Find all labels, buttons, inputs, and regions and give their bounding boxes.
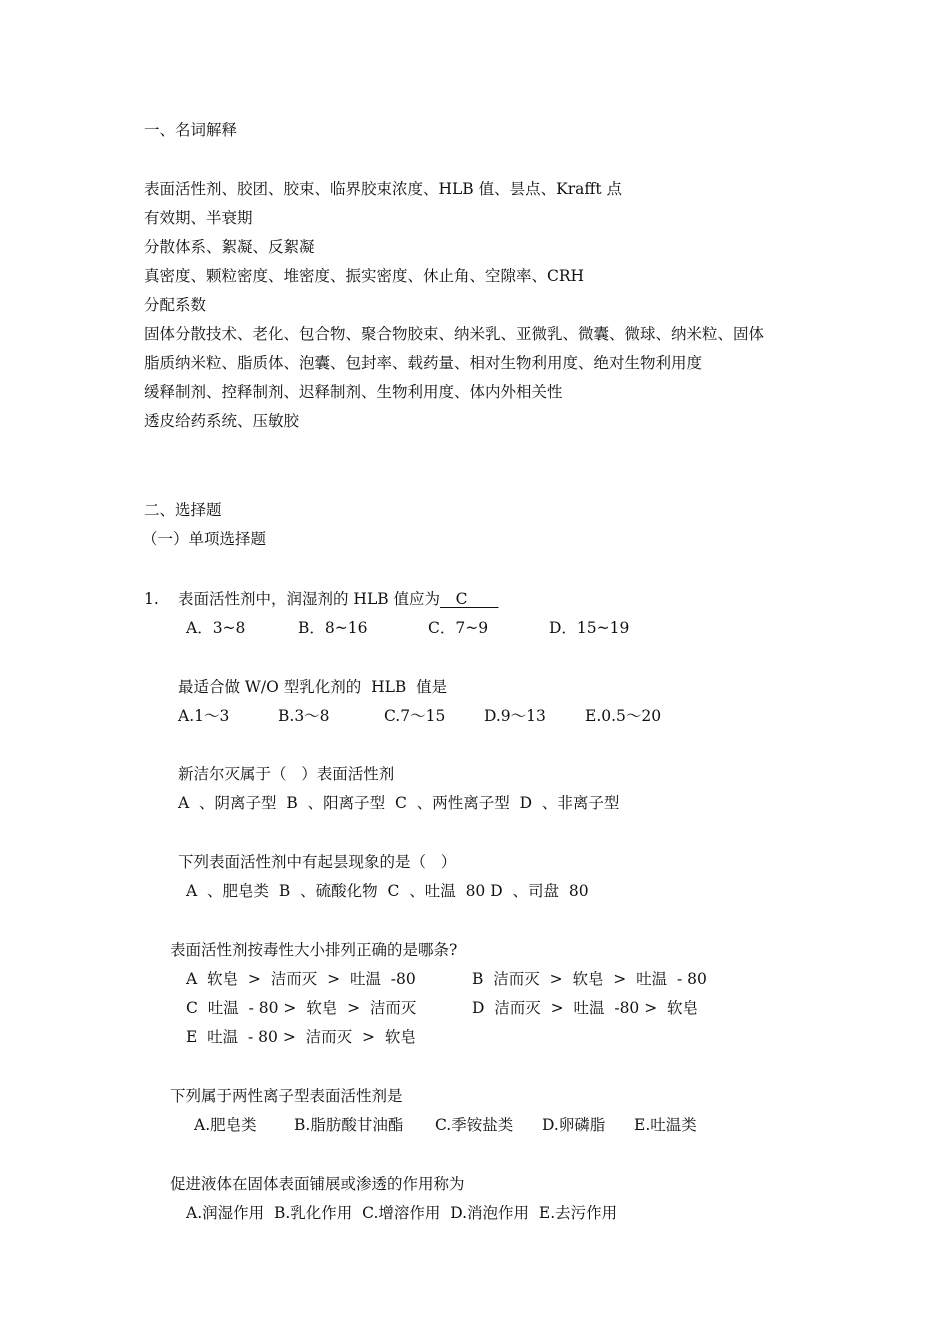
q6-option-b: B.脂肪酸甘油酯	[294, 1116, 404, 1134]
term-line: 表面活性剂、胶团、胶束、临界胶束浓度、HLB 值、昙点、Krafft 点	[144, 180, 623, 198]
q2-option-b: B.3～8	[278, 707, 330, 725]
term-line: 分散体系、絮凝、反絮凝	[144, 238, 315, 256]
q1-option-a: A．3~8	[186, 619, 246, 637]
term-line: 真密度、颗粒密度、堆密度、振实密度、休止角、空隙率、CRH	[144, 267, 585, 285]
q7-options: A.润湿作用 B.乳化作用 C.增溶作用 D.消泡作用 E.去污作用	[186, 1204, 618, 1222]
q3-stem: 新洁尔灭属于（ ）表面活性剂	[178, 765, 395, 783]
q2-option-e: E.0.5～20	[585, 707, 662, 725]
q6-option-e: E.吐温类	[634, 1116, 697, 1134]
q5-option-e: E 吐温 - 80 > 洁而灭 > 软皂	[186, 1028, 416, 1046]
term-line: 脂质纳米粒、脂质体、泡囊、包封率、载药量、相对生物利用度、绝对生物利用度	[144, 354, 703, 372]
section2-subheading: （一）单项选择题	[142, 530, 267, 548]
q5-option-a: A 软皂 > 洁而灭 > 吐温 -80	[186, 970, 416, 988]
q1-number: 1.	[144, 590, 159, 608]
q6-option-a: A.肥皂类	[194, 1116, 257, 1134]
q5-stem: 表面活性剂按毒性大小排列正确的是哪条?	[170, 941, 458, 959]
q7-stem: 促进液体在固体表面铺展或渗透的作用称为	[170, 1175, 465, 1193]
q6-stem: 下列属于两性离子型表面活性剂是	[170, 1087, 403, 1105]
q2-option-c: C.7～15	[384, 707, 446, 725]
term-line: 透皮给药系统、压敏胶	[144, 412, 300, 430]
q1-option-d: D．15~19	[549, 619, 630, 637]
q5-option-c: C 吐温 - 80 > 软皂 > 洁而灭	[186, 999, 417, 1017]
q1-stem	[178, 589, 498, 609]
term-line: 分配系数	[144, 296, 207, 314]
q2-option-d: D.9～13	[484, 707, 546, 725]
section2-heading: 二、选择题	[144, 501, 222, 519]
q6-option-d: D.卵磷脂	[542, 1116, 606, 1134]
q2-option-a: A.1～3	[178, 707, 230, 725]
q1-option-c: C．7~9	[428, 619, 489, 637]
q1-stem-text: 表面活性剂中，润湿剂的 HLB 值应为	[178, 590, 441, 608]
q1-answer: __C____	[440, 590, 499, 608]
q4-stem: 下列表面活性剂中有起昙现象的是（ ）	[178, 853, 457, 871]
term-line: 固体分散技术、老化、包合物、聚合物胶束、纳米乳、亚微乳、微囊、微球、纳米粒、固体	[144, 325, 765, 343]
section1-heading: 一、名词解释	[144, 121, 238, 139]
q2-stem: 最适合做 W/O 型乳化剂的 HLB 值是	[178, 678, 448, 696]
q3-options: A 、阴离子型 B 、阳离子型 C 、两性离子型 D 、非离子型	[178, 794, 620, 812]
q5-option-b: B 洁而灭 > 软皂 > 吐温 - 80	[472, 970, 707, 988]
q6-option-c: C.季铵盐类	[435, 1116, 514, 1134]
q1-option-b: B．8~16	[298, 619, 368, 637]
q5-option-d: D 洁而灭 > 吐温 -80 > 软皂	[472, 999, 699, 1017]
term-line: 有效期、半衰期	[144, 209, 253, 227]
term-line: 缓释制剂、控释制剂、迟释制剂、生物利用度、体内外相关性	[144, 383, 563, 401]
q4-options: A 、肥皂类 B 、硫酸化物 C 、吐温 80 D 、司盘 80	[186, 882, 589, 900]
